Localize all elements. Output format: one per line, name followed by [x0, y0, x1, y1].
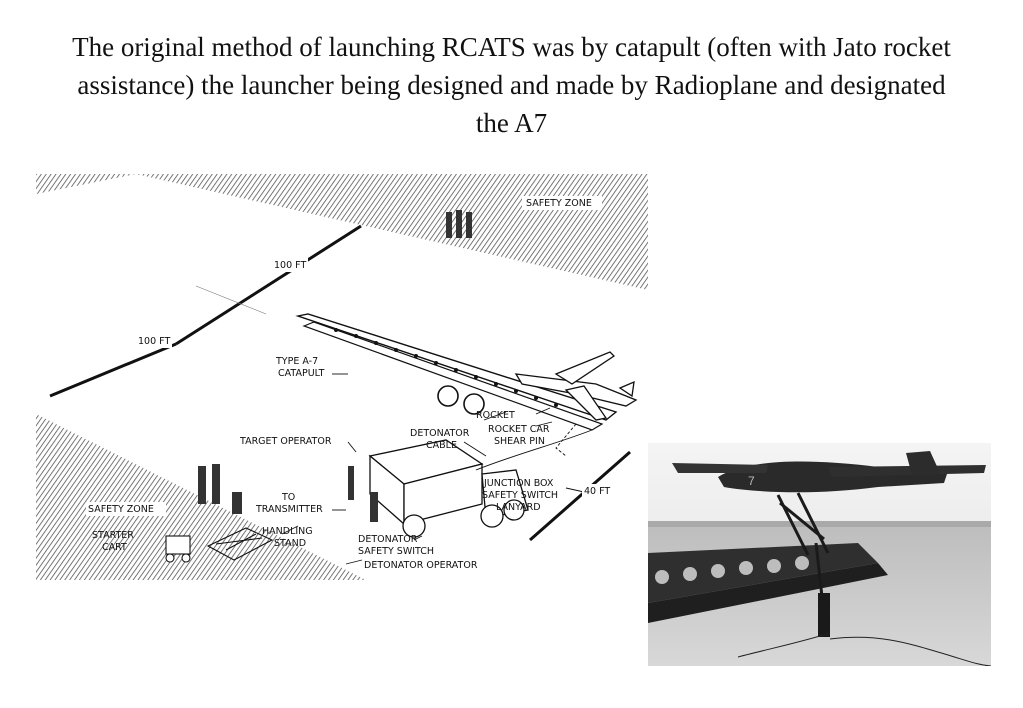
slide-title: The original method of launching RCATS was by catapult (often with Jato rocket assistance) the launcher being designed and made by Radioplane and designated the A7: [72, 32, 951, 138]
launch-site-diagram: [36, 174, 648, 580]
label-junction-box-3: LANYARD: [496, 502, 541, 513]
label-to-transmitter-1: TO: [282, 492, 296, 503]
observers: [446, 210, 472, 238]
label-starter-cart-1: STARTER: [92, 530, 134, 541]
label-40ft: 40 FT: [584, 486, 611, 497]
label-junction-box-2: SAFETY SWITCH: [482, 490, 559, 501]
label-to-transmitter-2: TRANSMITTER: [256, 504, 323, 515]
label-detonator-switch-2: SAFETY SWITCH: [358, 546, 435, 557]
label-handling-stand-1: HANDLING: [262, 526, 313, 537]
catapult-photo: [648, 443, 991, 666]
label-100ft-b: 100 FT: [138, 336, 171, 347]
label-catapult-2: CATAPULT: [278, 368, 325, 379]
label-safety-zone-bottom: SAFETY ZONE: [88, 504, 154, 515]
label-100ft-a: 100 FT: [274, 260, 307, 271]
label-catapult-1: TYPE A-7: [276, 356, 319, 367]
photo-aircraft-marking: 7: [748, 474, 755, 488]
label-target-operator: TARGET OPERATOR: [240, 436, 332, 447]
label-safety-zone-top: SAFETY ZONE: [526, 198, 592, 209]
label-rocket: ROCKET: [476, 410, 515, 421]
label-junction-box-1: JUNCTION BOX: [484, 478, 554, 489]
label-handling-stand-2: STAND: [274, 538, 307, 549]
label-detonator-cable-1: DETONATOR: [410, 428, 470, 439]
label-rocket-car-2: SHEAR PIN: [494, 436, 545, 447]
label-detonator-cable-2: CABLE: [426, 440, 457, 451]
label-detonator-operator: DETONATOR OPERATOR: [364, 560, 478, 571]
label-starter-cart-2: CART: [102, 542, 127, 553]
label-rocket-car-1: ROCKET CAR: [488, 424, 550, 435]
dimension-line-100ft-lower: [50, 344, 176, 396]
safety-zone-top-area: [36, 174, 648, 290]
label-detonator-switch-1: DETONATOR: [358, 534, 418, 545]
